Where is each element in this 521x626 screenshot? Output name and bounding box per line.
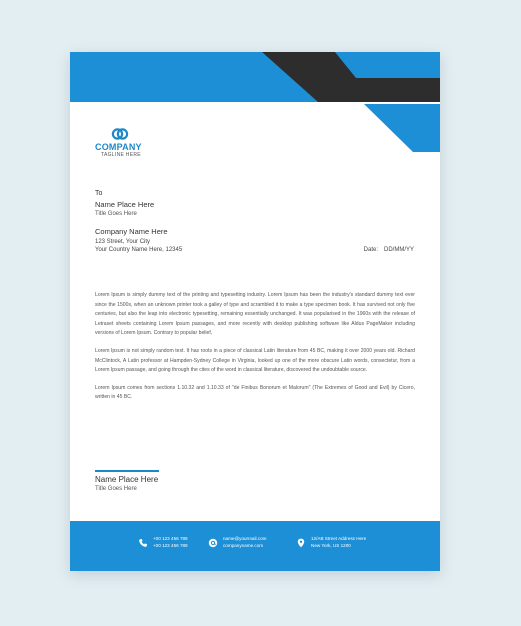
- footer-email[interactable]: name@yourmail.com: [223, 536, 267, 541]
- letter-body: [95, 291, 415, 411]
- signature-line: [95, 470, 159, 472]
- sender-company-name: Company Name Here: [95, 227, 168, 236]
- body-paragraph: Lorem Ipsum is simply dummy text of the printing and typesetting industry. Lorem Ipsum has been the industry's standard dummy text ever since the 1500s, when an unknown printer took a galley of type and scrambled it to make a type specimen book. It has survived not only five centuries, but also the leap into electronic typesetting, remaining essentially unchanged. It was popularised in the 1960s with the release of Letraset sheets containing Lorem Ipsum passages, and more recently with desktop publishing software like Aldus PageMaker including versions of Lorem Ipsum. Contrary to popular belief,: [95, 292, 415, 337]
- to-label: To: [95, 190, 103, 197]
- logo-icon: [111, 128, 129, 140]
- letterhead-page: [70, 52, 440, 571]
- footer-address: [296, 536, 366, 549]
- phone-icon: [138, 538, 148, 548]
- location-icon: [296, 538, 306, 548]
- sender-block: [95, 227, 182, 255]
- body-paragraph: Lorem Ipsum is not simply random text. It has roots in a piece of classical Latin literature from 45 BC, making it over 2000 years old. Richard McClintock, A Latin professor at Hampden-Sydney College in Virginia, looked up one of the more obscure Latin words, consectetur, from a Lorem Ipsum passage, and going through the cites of the word in classical literature, discovered the undoubtable source.: [95, 347, 415, 374]
- recipient-block: [95, 190, 154, 217]
- footer-phone1: +00 123 456 789: [153, 536, 188, 541]
- date-label: Date:: [363, 247, 378, 253]
- company-name: COMPANY: [95, 142, 142, 152]
- recipient-name: Name Place Here: [95, 200, 155, 209]
- sender-address-line1: 123 Street, Your City: [95, 239, 151, 245]
- footer-address2: New York, US 1200: [311, 542, 351, 548]
- footer-website[interactable]: companyname.com: [223, 542, 264, 548]
- sender-address-line2: Your Country Name Here, 12345: [95, 247, 183, 253]
- signature-name: Name Place Here: [95, 475, 159, 484]
- header-blue-slant: [364, 104, 440, 152]
- footer-contact: [208, 536, 266, 549]
- date-field: [364, 247, 414, 253]
- date-value: DD/MM/YY: [384, 247, 414, 253]
- body-paragraph: Lorem Ipsum comes from sections 1.10.32 and 1.10.33 of "de Finibus Bonorum et Malorum" (The Extremes of Good and Evil) by Cicero, written in 45 BC.: [95, 384, 415, 401]
- footer-phone2: +00 123 456 789: [153, 542, 188, 548]
- company-tagline: TAGLINE HERE: [101, 152, 141, 158]
- footer-phone: [138, 536, 188, 549]
- email-icon: [208, 538, 218, 548]
- footer-bar: [70, 521, 440, 571]
- signature-title: Title Goes Here: [95, 486, 137, 492]
- recipient-title: Title Goes Here: [95, 211, 137, 217]
- company-logo: [95, 128, 155, 158]
- footer-address1: 12/AB Street Address Here: [311, 536, 367, 541]
